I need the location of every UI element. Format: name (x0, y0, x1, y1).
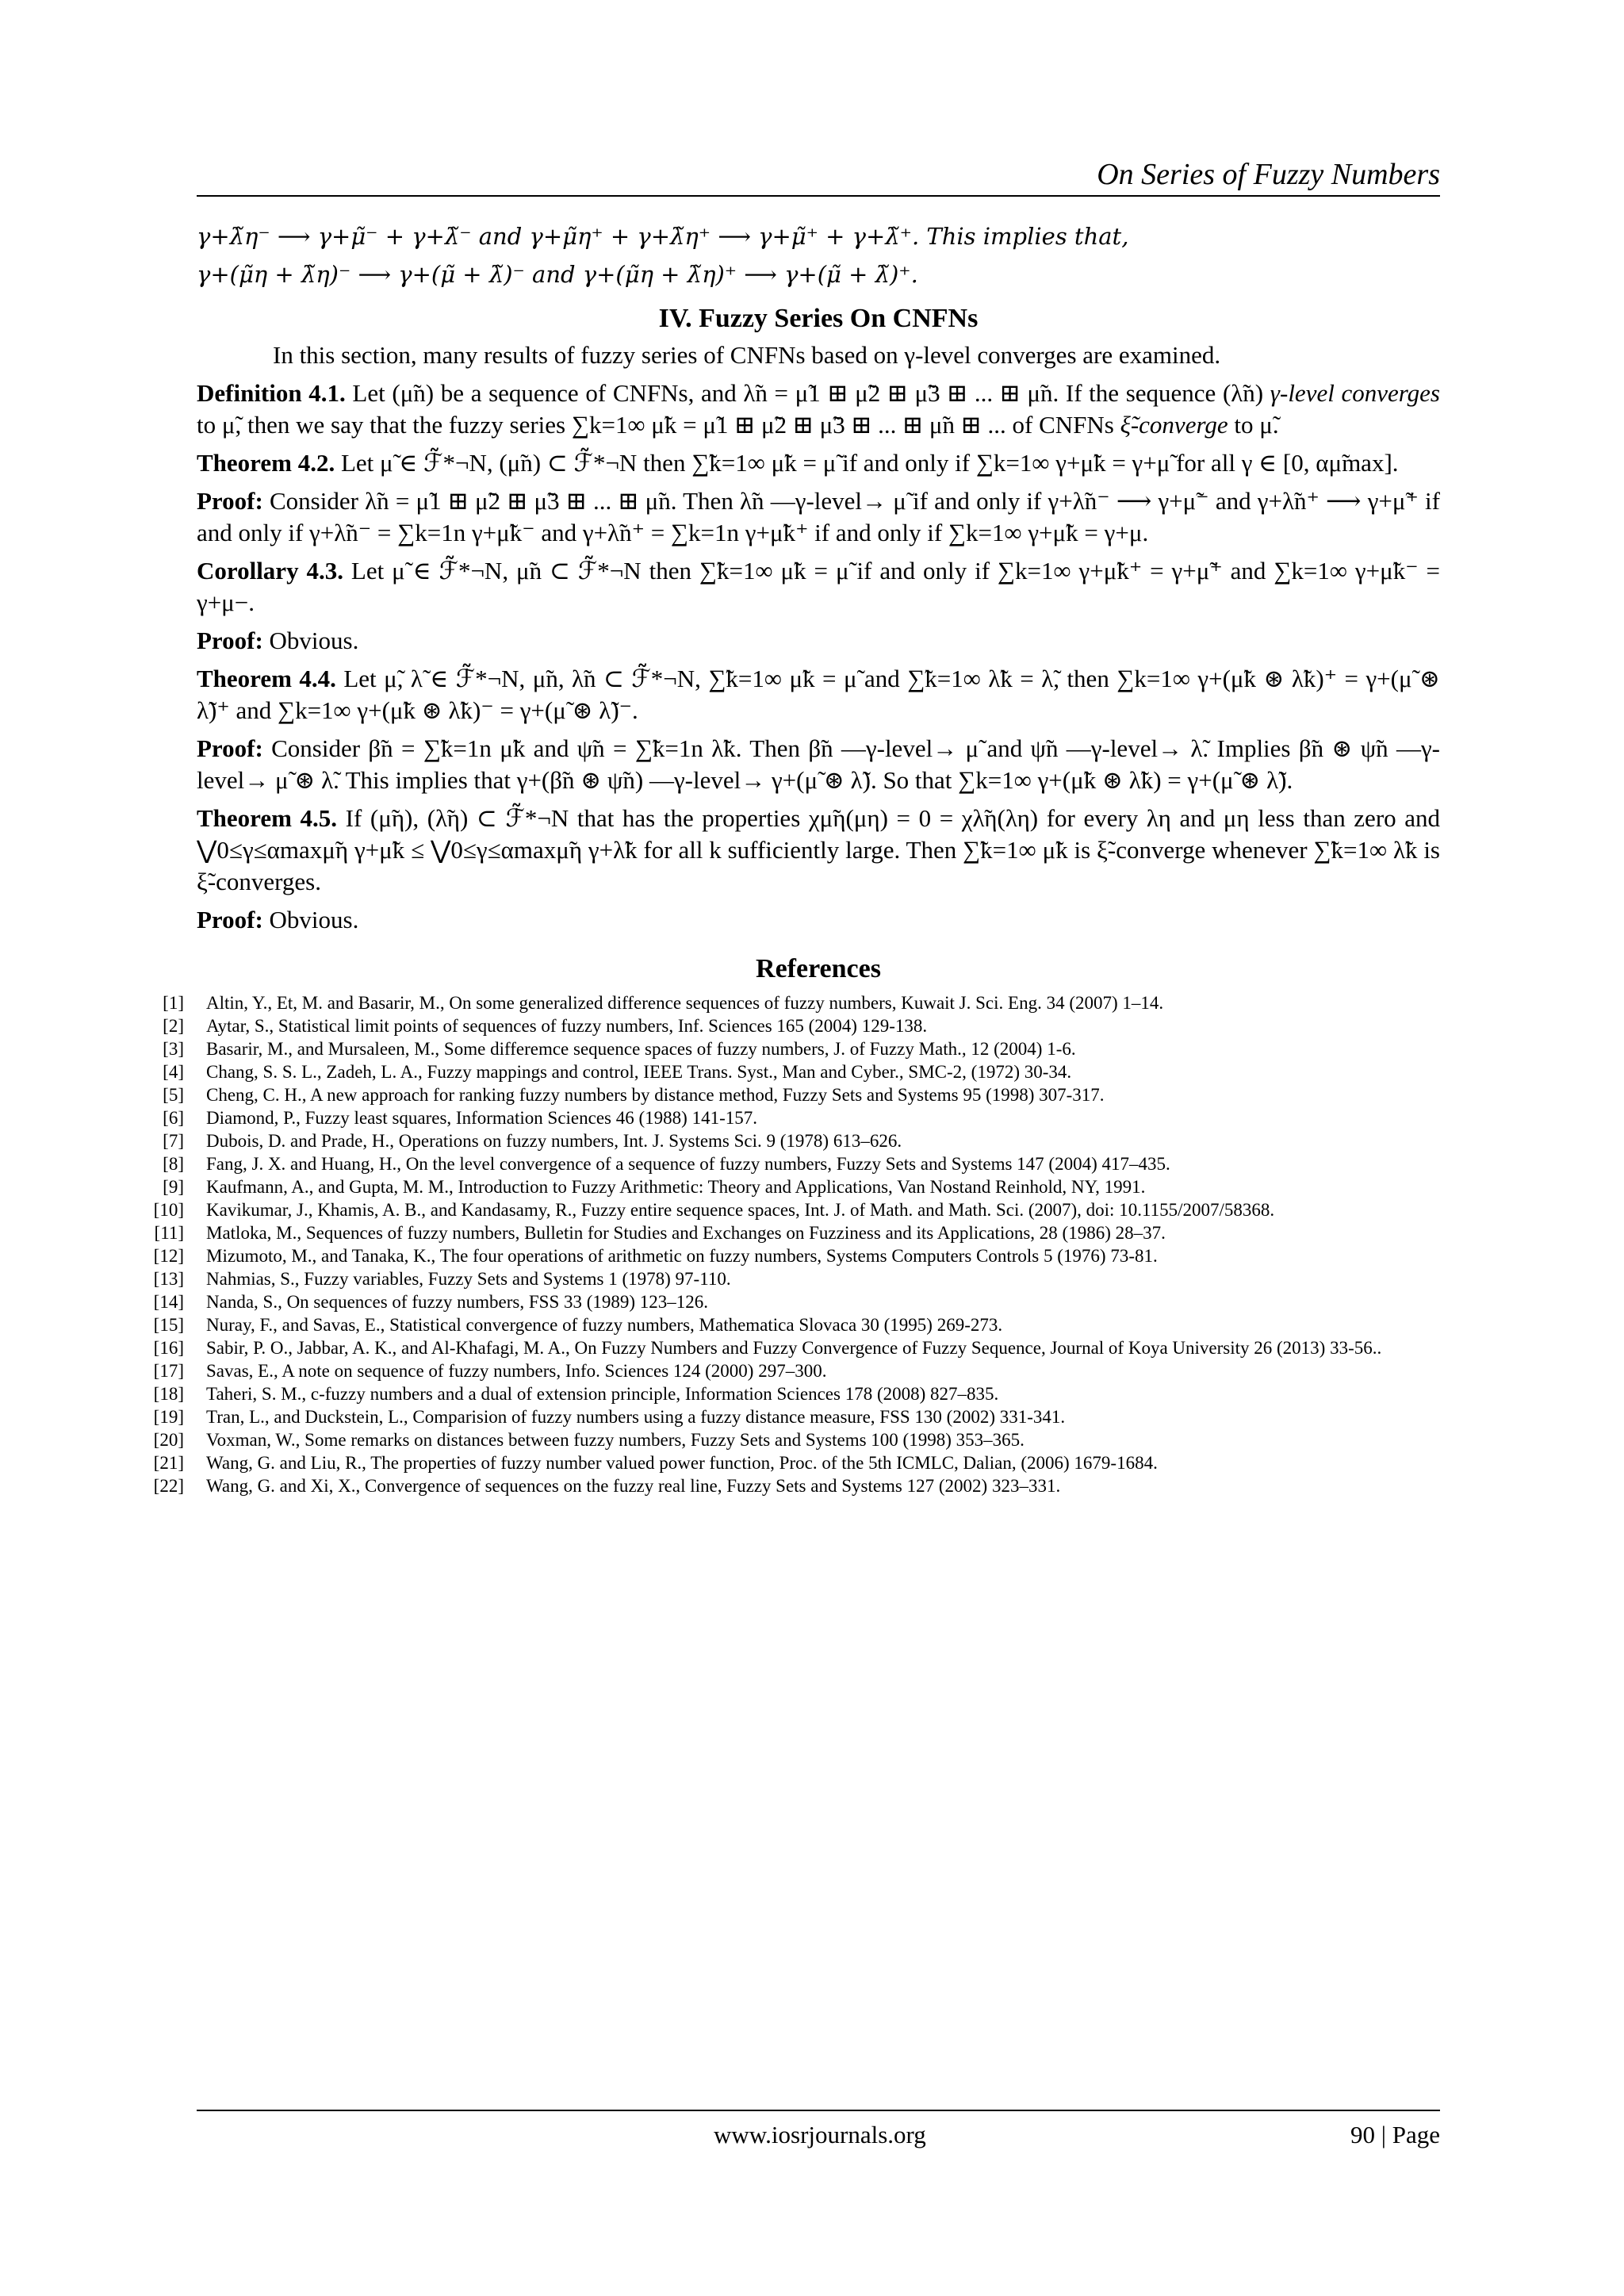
reference-text: Wang, G. and Liu, R., The properties of fuzzy number valued power function, Proc. of the 5th ICMLC, Dalian, (2006) 1679-1684. (206, 1453, 1158, 1473)
reference-number: [10] (153, 1200, 184, 1220)
header-rule (197, 195, 1440, 197)
proof-4-3: Proof: Obvious. (197, 627, 359, 654)
reference-item (153, 1474, 1440, 1497)
reference-text: Diamond, P., Fuzzy least squares, Information Sciences 46 (1988) 141-157. (206, 1108, 757, 1128)
section-intro: In this section, many results of fuzzy series of CNFNs based on γ-level converges are examined. (273, 341, 1221, 369)
reference-number: [7] (163, 1131, 184, 1151)
reference-number: [17] (153, 1361, 184, 1381)
reference-item (153, 1198, 1440, 1221)
reference-item (153, 1405, 1440, 1428)
reference-item (153, 1359, 1440, 1382)
reference-text: Basarir, M., and Mursaleen, M., Some differemce sequence spaces of fuzzy numbers, J. of Fuzzy Math., 12 (2004) 1-6. (206, 1039, 1076, 1059)
reference-item (163, 1083, 1440, 1106)
references-heading: References (756, 954, 881, 983)
top-line-1: γ+λ̃η⁻ ⟶ γ+μ̃⁻ + γ+λ̃⁻ and γ+μ̃η⁺ + γ+λ̃η⁺ ⟶ γ+μ̃⁺ + γ+λ̃⁺. This implies that, (197, 223, 1129, 250)
reference-item (153, 1290, 1440, 1313)
reference-item (153, 1428, 1440, 1451)
proof-4-2: Proof: Consider λ̃n = μ̃1 ⊞ μ̃2 ⊞ μ̃3 ⊞ ... ⊞ μ̃n. Then λ̃n —γ-level→ μ̃ if and only if γ+λ̃n⁻ ⟶ γ+μ̃⁻ and γ+λ̃n⁺ ⟶ γ+μ̃⁺ if and only if γ+λ̃n⁻ = ∑k=1n γ+μ̃k⁻ and γ+λ̃n⁺ = ∑k=1n γ+μ̃k⁺ if and only if ∑k=1∞ γ+μ̃k = γ+μ. (197, 487, 1440, 546)
theorem-label: Theorem 4.2. (197, 449, 335, 477)
reference-text: Nahmias, S., Fuzzy variables, Fuzzy Sets and Systems 1 (1978) 97-110. (206, 1269, 731, 1289)
reference-text: Chang, S. S. L., Zadeh, L. A., Fuzzy mappings and control, IEEE Trans. Syst., Man and Cyber., SMC-2, (1972) 30-34. (206, 1062, 1072, 1082)
definition-4-1: Definition 4.1. Let (μ̃n) be a sequence of CNFNs, and λ̃n = μ̃1 ⊞ μ̃2 ⊞ μ̃3 ⊞ ... ⊞ μ̃n. If the sequence (λ̃n) γ-level converges to μ̃, then we say that the fuzzy series ∑k=1∞ μ̃k = μ̃1 ⊞ μ̃2 ⊞ μ̃3 ⊞ ... ⊞ μ̃n ⊞ ... of CNFNs ξ̃-converge to μ̃. (197, 379, 1440, 439)
reference-text: Mizumoto, M., and Tanaka, K., The four operations of arithmetic on fuzzy numbers, Systems Computers Controls 5 (1976) 73-81. (206, 1246, 1158, 1266)
theorem-label: Theorem 4.5. (197, 804, 338, 832)
footer-site: www.iosrjournals.org (714, 2121, 926, 2148)
reference-number: [12] (153, 1246, 184, 1266)
reference-item (153, 1336, 1440, 1359)
footer-rule (197, 2110, 1440, 2111)
reference-text: Savas, E., A note on sequence of fuzzy numbers, Info. Sciences 124 (2000) 297–300. (206, 1361, 827, 1381)
theorem-4-2: Theorem 4.2. Let μ̃ ∈ ℱ̃*¬N, (μ̃n) ⊂ ℱ̃*¬N then ∑̃k=1∞ μ̃k = μ̃ if and only if ∑k=1∞ γ+μ̃k = γ+μ̃ for all γ ∈ [0, αμ̃max]. (197, 449, 1399, 477)
reference-item (163, 1175, 1440, 1198)
reference-number: [9] (163, 1177, 184, 1197)
reference-text: Tran, L., and Duckstein, L., Comparision of fuzzy numbers using a fuzzy distance measure, FSS 130 (2002) 331-341. (206, 1407, 1066, 1427)
reference-text: Kavikumar, J., Khamis, A. B., and Kandasamy, R., Fuzzy entire sequence spaces, Int. J. of Math. and Math. Sci. (2007), doi: 10.1155/2007/58368. (206, 1200, 1275, 1220)
reference-item (163, 991, 1440, 1014)
reference-item (163, 1152, 1440, 1175)
proof-label: Proof: (197, 627, 263, 654)
top-line-2: γ+(μ̃η + λ̃η)⁻ ⟶ γ+(μ̃ + λ̃)⁻ and γ+(μ̃η + λ̃η)⁺ ⟶ γ+(μ̃ + λ̃)⁺. (197, 261, 918, 288)
reference-text: Dubois, D. and Prade, H., Operations on fuzzy numbers, Int. J. Systems Sci. 9 (1978) 613–626. (206, 1131, 902, 1151)
reference-item (153, 1313, 1440, 1336)
reference-text: Aytar, S., Statistical limit points of sequences of fuzzy numbers, Inf. Sciences 165 (2004) 129-138. (206, 1016, 928, 1036)
corollary-4-3: Corollary 4.3. Let μ̃ ∈ ℱ̃*¬N, μ̃n ⊂ ℱ̃*¬N then ∑̃k=1∞ μ̃k = μ̃ if and only if ∑k=1∞ γ+μ̃k⁺ = γ+μ̃⁺ and ∑k=1∞ γ+μ̃k⁻ = γ+μ−. (197, 557, 1440, 616)
reference-item (163, 1129, 1440, 1152)
reference-number: [18] (153, 1384, 184, 1404)
reference-text: Taheri, S. M., c-fuzzy numbers and a dual of extension principle, Information Sciences 178 (2008) 827–835. (206, 1384, 999, 1404)
proof-label: Proof: (197, 734, 263, 762)
reference-number: [15] (153, 1315, 184, 1335)
reference-item (163, 1106, 1440, 1129)
reference-text: Matloka, M., Sequences of fuzzy numbers, Bulletin for Studies and Exchanges on Fuzziness and its Applications, 28 (1986) 28–37. (206, 1223, 1166, 1243)
proof-label: Proof: (197, 906, 263, 933)
reference-item (163, 1060, 1440, 1083)
reference-number: [16] (153, 1338, 184, 1358)
page-number: 90 | Page (1350, 2121, 1440, 2148)
proof-4-5: Proof: Obvious. (197, 906, 359, 933)
theorem-4-5: Theorem 4.5. If (μ̃η), (λ̃η) ⊂ ℱ̃*¬N that has the properties χμ̃η(μη) = 0 = χλ̃η(λη) for every λη and μη less than zero and ⋁0≤γ≤αmaxμ̃η γ+μ̃k ≤ ⋁0≤γ≤αmaxμ̃η γ+λ̃k for all k sufficiently large. Then ∑̃k=1∞ μ̃k is ξ̃-converge whenever ∑̃k=1∞ λ̃k is ξ̃-converges. (197, 804, 1440, 895)
corollary-label: Corollary 4.3. (197, 557, 343, 585)
reference-number: [5] (163, 1085, 184, 1105)
reference-text: Altin, Y., Et, M. and Basarir, M., On some generalized difference sequences of fuzzy numbers, Kuwait J. Sci. Eng. 34 (2007) 1–14. (206, 993, 1164, 1013)
reference-item (153, 1451, 1440, 1474)
theorem-4-4: Theorem 4.4. Let μ̃, λ̃ ∈ ℱ̃*¬N, μ̃n, λ̃n ⊂ ℱ̃*¬N, ∑̃k=1∞ μ̃k = μ̃ and ∑̃k=1∞ λ̃k = λ̃, then ∑k=1∞ γ+(μ̃k ⊛ λ̃k)⁺ = γ+(μ̃ ⊛ λ̃)⁺ and ∑k=1∞ γ+(μ̃k ⊛ λ̃k)⁻ = γ+(μ̃ ⊛ λ̃)⁻. (197, 665, 1440, 724)
reference-number: [19] (153, 1407, 184, 1427)
references-list (153, 991, 1440, 1497)
reference-number: [22] (153, 1476, 184, 1496)
reference-text: Fang, J. X. and Huang, H., On the level convergence of a sequence of fuzzy numbers, Fuzzy Sets and Systems 147 (2004) 417–435. (206, 1154, 1170, 1174)
reference-number: [4] (163, 1062, 184, 1082)
reference-text: Sabir, P. O., Jabbar, A. K., and Al-Khafagi, M. A., On Fuzzy Numbers and Fuzzy Convergence of Fuzzy Sequence, Journal of Koya University 26 (2013) 33-56.. (206, 1338, 1382, 1358)
reference-text: Wang, G. and Xi, X., Convergence of sequences on the fuzzy real line, Fuzzy Sets and Systems 127 (2002) 323–331. (206, 1476, 1061, 1496)
reference-number: [21] (153, 1453, 184, 1473)
paper-body (153, 220, 1440, 1497)
reference-number: [14] (153, 1292, 184, 1312)
reference-number: [13] (153, 1269, 184, 1289)
reference-text: Cheng, C. H., A new approach for ranking fuzzy numbers by distance method, Fuzzy Sets and Systems 95 (1998) 307-317. (206, 1085, 1105, 1105)
reference-item (153, 1267, 1440, 1290)
reference-number: [20] (153, 1430, 184, 1450)
reference-number: [1] (163, 993, 184, 1013)
running-title: On Series of Fuzzy Numbers (1097, 158, 1440, 191)
proof-4-4: Proof: Consider β̃n = ∑̃k=1n μ̃k and ψ̃n = ∑̃k=1n λ̃k. Then β̃n —γ-level→ μ̃ and ψ̃n —γ-level→ λ̃. Implies β̃n ⊛ ψ̃n —γ-level→ μ̃ ⊛ λ̃. This implies that γ+(β̃n ⊛ ψ̃n) —γ-level→ γ+(μ̃ ⊛ λ̃). So that ∑k=1∞ γ+(μ̃k ⊛ λ̃k) = γ+(μ̃ ⊛ λ̃). (197, 734, 1440, 794)
reference-text: Voxman, W., Some remarks on distances between fuzzy numbers, Fuzzy Sets and Systems 100 (1998) 353–365. (206, 1430, 1025, 1450)
reference-number: [2] (163, 1016, 184, 1036)
reference-item (163, 1037, 1440, 1060)
reference-number: [11] (154, 1223, 184, 1243)
reference-item (153, 1244, 1440, 1267)
reference-item (153, 1382, 1440, 1405)
theorem-label: Theorem 4.4. (197, 665, 336, 692)
definition-label: Definition 4.1. (197, 379, 346, 407)
reference-number: [3] (163, 1039, 184, 1059)
reference-text: Nanda, S., On sequences of fuzzy numbers, FSS 33 (1989) 123–126. (206, 1292, 709, 1312)
reference-text: Kaufmann, A., and Gupta, M. M., Introduction to Fuzzy Arithmetic: Theory and Applications, Van Nostand Reinhold, NY, 1991. (206, 1177, 1146, 1197)
reference-text: Nuray, F., and Savas, E., Statistical convergence of fuzzy numbers, Mathematica Slovaca 30 (1995) 269-273. (206, 1315, 1003, 1335)
reference-item (163, 1014, 1440, 1037)
proof-label: Proof: (197, 487, 263, 515)
reference-item (154, 1221, 1440, 1244)
reference-number: [6] (163, 1108, 184, 1128)
reference-number: [8] (163, 1154, 184, 1174)
section-heading: IV. Fuzzy Series On CNFNs (658, 304, 979, 333)
